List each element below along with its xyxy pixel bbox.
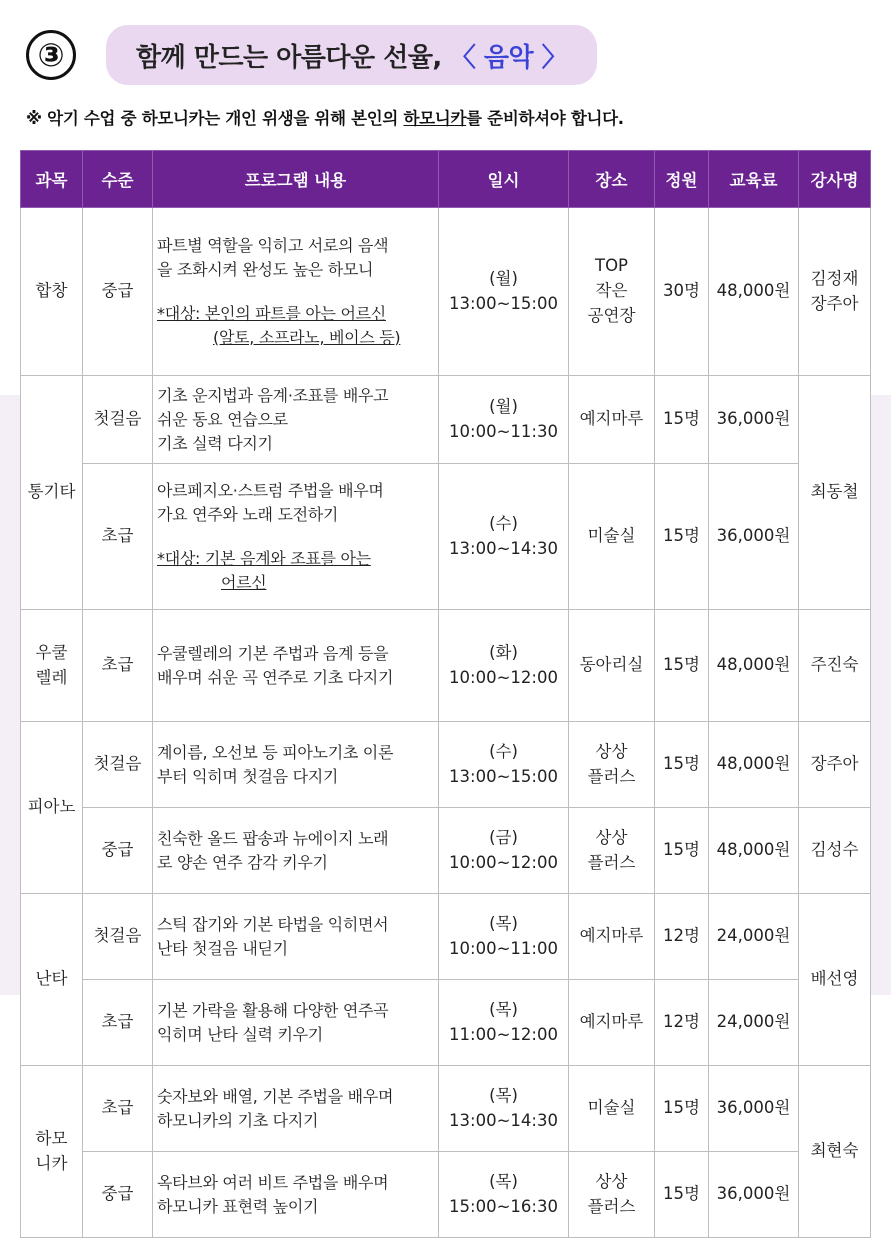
cell-capacity: 12명: [655, 894, 709, 980]
cell-capacity: 12명: [655, 980, 709, 1066]
header-capacity: 정원: [655, 151, 709, 208]
notice-underlined: 하모니카: [403, 109, 467, 128]
cell-datetime: (화) 10:00~12:00: [439, 610, 569, 722]
cell-instructor: 최현숙: [799, 1066, 871, 1238]
table-row: [21, 1066, 871, 1152]
cell-place: 예지마루: [569, 980, 655, 1066]
cell-subject: 통기타: [21, 376, 83, 610]
cell-instructor: 김성수: [799, 808, 871, 894]
table-row: [21, 376, 871, 464]
cell-instructor: 배선영: [799, 894, 871, 1066]
cell-datetime: (금) 10:00~12:00: [439, 808, 569, 894]
table-row: [21, 894, 871, 980]
cell-instructor: 김정재 장주아: [799, 208, 871, 376]
notice-text: [26, 105, 624, 129]
cell-datetime: (수) 13:00~14:30: [439, 464, 569, 610]
cell-capacity: 15명: [655, 1152, 709, 1238]
cell-datetime: (목) 15:00~16:30: [439, 1152, 569, 1238]
cell-place: 예지마루: [569, 376, 655, 464]
cell-place: 상상 플러스: [569, 722, 655, 808]
cell-level: 중급: [83, 808, 153, 894]
cell-instructor: 최동철: [799, 376, 871, 610]
cell-content: 옥타브와 여러 비트 주법을 배우며 하모니카 표현력 높이기: [153, 1152, 439, 1238]
cell-level: 초급: [83, 1066, 153, 1152]
cell-datetime: (목) 13:00~14:30: [439, 1066, 569, 1152]
cell-level: 첫걸음: [83, 376, 153, 464]
cell-fee: 36,000원: [709, 376, 799, 464]
cell-capacity: 30명: [655, 208, 709, 376]
cell-place: TOP 작은 공연장: [569, 208, 655, 376]
cell-capacity: 15명: [655, 376, 709, 464]
cell-instructor: 주진숙: [799, 610, 871, 722]
table-row: [21, 610, 871, 722]
cell-datetime: (월) 13:00~15:00: [439, 208, 569, 376]
table-row: [21, 1152, 871, 1238]
section-title: [106, 25, 597, 85]
cell-content: 숫자보와 배열, 기본 주법을 배우며 하모니카의 기초 다지기: [153, 1066, 439, 1152]
cell-place: 상상 플러스: [569, 1152, 655, 1238]
cell-level: 첫걸음: [83, 894, 153, 980]
cell-level: 초급: [83, 610, 153, 722]
title-text: 함께 만드는 아름다운 선율,: [136, 42, 442, 73]
cell-capacity: 15명: [655, 808, 709, 894]
cell-content: 친숙한 올드 팝송과 뉴에이지 노래 로 양손 연주 감각 키우기: [153, 808, 439, 894]
cell-datetime: (목) 11:00~12:00: [439, 980, 569, 1066]
cell-subject: 난타: [21, 894, 83, 1066]
cell-fee: 24,000원: [709, 980, 799, 1066]
cell-content: 기초 운지법과 음계·조표를 배우고 쉬운 동요 연습으로 기초 실력 다지기: [153, 376, 439, 464]
cell-content: 기본 가락을 활용해 다양한 연주곡 익히며 난타 실력 키우기: [153, 980, 439, 1066]
cell-fee: 36,000원: [709, 464, 799, 610]
cell-fee: 24,000원: [709, 894, 799, 980]
cell-place: 미술실: [569, 1066, 655, 1152]
cell-datetime: (목) 10:00~11:00: [439, 894, 569, 980]
cell-instructor: 장주아: [799, 722, 871, 808]
cell-content: 파트별 역할을 익히고 서로의 음색 을 조화시켜 완성도 높은 하모니 *대상: 본인의 파트를 아는 어르신 (알토, 소프라노, 베이스 등): [153, 208, 439, 376]
cell-level: 초급: [83, 980, 153, 1066]
cell-subject: 피아노: [21, 722, 83, 894]
cell-place: 미술실: [569, 464, 655, 610]
music-program-table: [20, 150, 871, 1238]
cell-level: 첫걸음: [83, 722, 153, 808]
cell-subject: 하모 니카: [21, 1066, 83, 1238]
table-row: [21, 208, 871, 376]
cell-level: 초급: [83, 464, 153, 610]
header-content: 프로그램 내용: [153, 151, 439, 208]
notice-prefix: ※ 악기 수업 중 하모니카는 개인 위생을 위해 본인의: [26, 109, 404, 128]
cell-fee: 48,000원: [709, 808, 799, 894]
cell-level: 중급: [83, 1152, 153, 1238]
cell-capacity: 15명: [655, 1066, 709, 1152]
cell-place: 동아리실: [569, 610, 655, 722]
table-header-row: [21, 151, 871, 208]
section-header: [26, 22, 597, 88]
table-row: [21, 808, 871, 894]
header-place: 장소: [569, 151, 655, 208]
cell-datetime: (수) 13:00~15:00: [439, 722, 569, 808]
header-datetime: 일시: [439, 151, 569, 208]
cell-content: 우쿨렐레의 기본 주법과 음계 등을 배우며 쉬운 곡 연주로 기초 다지기: [153, 610, 439, 722]
cell-subject: 우쿨 렐레: [21, 610, 83, 722]
table-row: [21, 722, 871, 808]
title-accent: 〈 음악 〉: [449, 42, 568, 73]
table-row: [21, 464, 871, 610]
cell-capacity: 15명: [655, 464, 709, 610]
cell-content: 계이름, 오선보 등 피아노기초 이론 부터 익히며 첫걸음 다지기: [153, 722, 439, 808]
cell-datetime: (월) 10:00~11:30: [439, 376, 569, 464]
cell-capacity: 15명: [655, 722, 709, 808]
cell-fee: 36,000원: [709, 1066, 799, 1152]
header-level: 수준: [83, 151, 153, 208]
cell-content: 아르페지오·스트럼 주법을 배우며 가요 연주와 노래 도전하기 *대상: 기본 음계와 조표를 아는 어르신: [153, 464, 439, 610]
cell-fee: 48,000원: [709, 722, 799, 808]
table-row: [21, 980, 871, 1066]
cell-place: 예지마루: [569, 894, 655, 980]
cell-fee: 36,000원: [709, 1152, 799, 1238]
cell-level: 중급: [83, 208, 153, 376]
header-instructor: 강사명: [799, 151, 871, 208]
cell-fee: 48,000원: [709, 610, 799, 722]
cell-content: 스틱 잡기와 기본 타법을 익히면서 난타 첫걸음 내딛기: [153, 894, 439, 980]
cell-place: 상상 플러스: [569, 808, 655, 894]
cell-fee: 48,000원: [709, 208, 799, 376]
notice-suffix: 를 준비하셔야 합니다.: [466, 109, 624, 128]
cell-capacity: 15명: [655, 610, 709, 722]
header-fee: 교육료: [709, 151, 799, 208]
cell-subject: 합창: [21, 208, 83, 376]
header-subject: 과목: [21, 151, 83, 208]
section-number: ③: [26, 30, 76, 80]
